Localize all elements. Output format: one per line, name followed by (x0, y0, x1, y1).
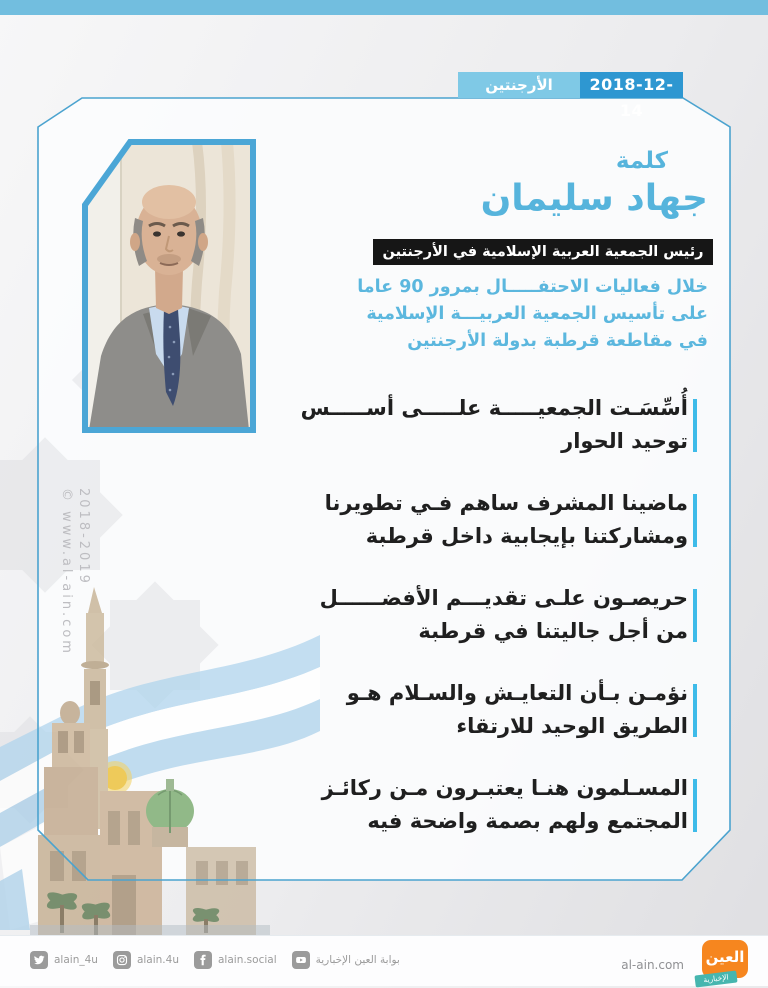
context-paragraph (357, 274, 708, 355)
quote-line: حريصـون علـى تقديـــم الأفضــــــل (319, 586, 688, 610)
speaker-role-bar: رئيس الجمعية العربية الإسلامية في الأرجنتين (373, 239, 713, 265)
youtube-handle[interactable]: بوابة العين الإخبارية (315, 954, 400, 966)
instagram-link[interactable] (113, 951, 179, 969)
quote-item (277, 582, 697, 648)
quote-line: ومشاركتنا بإيجابية داخل قرطبة (365, 524, 688, 548)
site-url[interactable]: al-ain.com (621, 958, 684, 972)
quote-accent-bar (693, 779, 698, 832)
facebook-icon (194, 951, 212, 969)
alain-logo-sub: الإخبارية (694, 970, 737, 987)
twitter-handle[interactable]: alain_4u (54, 954, 98, 966)
footer (0, 935, 768, 986)
twitter-link[interactable] (30, 951, 98, 969)
quote-item (277, 487, 697, 553)
context-line: في مقاطعة قرطبة بدولة الأرجنتين (407, 331, 708, 351)
quote-line: المجتمع ولهم بصمة واضحة فيه (367, 809, 688, 833)
alain-logo-main: العين (702, 940, 748, 978)
quote-accent-bar (693, 399, 698, 452)
speaker-name: جهاد سليمان (480, 178, 708, 219)
quote-item (277, 392, 697, 458)
copyright-watermark (58, 488, 92, 656)
youtube-link[interactable] (292, 951, 400, 969)
quote-line: ماضينا المشرف ساهم فـي تطويرنا (324, 491, 688, 515)
context-line: خلال فعاليات الاحتفـــــال بمرور 90 عاما (357, 277, 708, 297)
quote-item (277, 772, 697, 838)
country-label: الأرجنتين (458, 72, 580, 98)
quote-line: توحيد الحوار (561, 429, 688, 453)
quote-accent-bar (693, 494, 698, 547)
twitter-icon (30, 951, 48, 969)
facebook-link[interactable] (194, 951, 277, 969)
kicker-label: كلمة (615, 148, 668, 174)
speaker-portrait (85, 142, 253, 430)
quote-line: أُسِّسَـت الجمعيـــــة علـــــى أســـــس (300, 396, 688, 420)
quote-item (277, 677, 697, 743)
instagram-icon (113, 951, 131, 969)
quote-line: من أجل جاليتنا في قرطبة (418, 619, 688, 643)
quote-line: المسـلمون هنـا يعتبـرون مـن ركائـز (321, 776, 688, 800)
context-line: على تأسيس الجمعية العربيـــة الإسلامية (366, 304, 708, 324)
quote-line: الطريق الوحيد للارتقاء (456, 714, 688, 738)
date-label: 2018-12-14 (580, 72, 683, 98)
instagram-handle[interactable]: alain.4u (136, 954, 179, 966)
watermark-site: © www.al-ain.com (59, 488, 74, 656)
quote-accent-bar (693, 684, 698, 737)
youtube-icon (292, 951, 310, 969)
quote-line: نؤمـن بـأن التعايـش والسـلام هـو (346, 681, 688, 705)
watermark-dates: 2018-2019 (76, 488, 91, 586)
date-country-badge (458, 72, 683, 120)
quote-accent-bar (693, 589, 698, 642)
facebook-handle[interactable]: alain.social (217, 954, 277, 966)
alain-logo[interactable] (698, 940, 748, 984)
social-links (30, 951, 400, 969)
